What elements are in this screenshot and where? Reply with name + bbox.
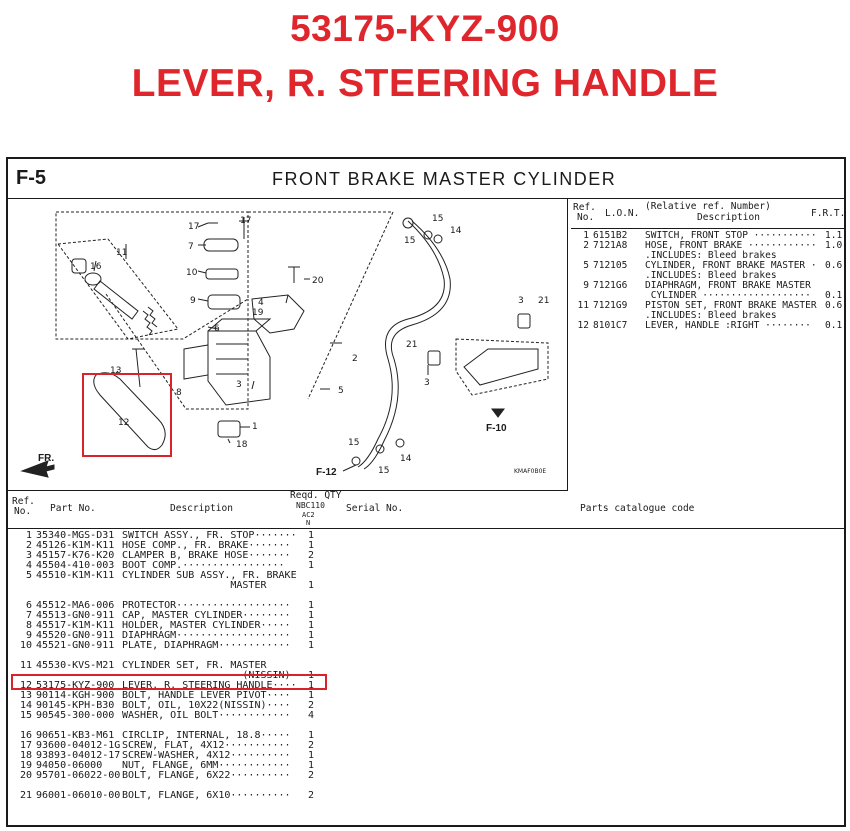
part-cell-ref: 7 <box>25 610 32 621</box>
ref-row <box>571 321 844 331</box>
callout-12: 12 <box>118 418 130 428</box>
part-cell-qty: 1 <box>308 690 315 701</box>
part-cell-ref: 4 <box>25 560 32 571</box>
ref-cell-ref: 9 <box>583 280 589 291</box>
part-cell-part: 45157-K76-K20 <box>36 550 115 561</box>
diagram-image-code: KMAF0B0E <box>514 468 547 475</box>
callout-9: 9 <box>190 296 196 306</box>
part-cell-qty: 1 <box>308 630 315 641</box>
callout-21a: 21 <box>538 296 550 306</box>
headline-part-name: LEVER, R. STEERING HANDLE <box>131 62 719 105</box>
part-cell-ref: 2 <box>25 540 32 551</box>
ref-header-rel: (Relative ref. Number) <box>645 201 771 212</box>
callout-7: 7 <box>188 242 194 252</box>
part-cell-part: 45521-GN0-911 <box>36 640 115 651</box>
callout-3b: 3 <box>518 296 524 306</box>
parts-header-qty: Reqd. QTY <box>290 490 342 501</box>
part-cell-desc: BOLT, OIL, 10X22(NISSIN)···· <box>122 700 291 711</box>
ref-cell-desc: HOSE, FRONT BRAKE ············ <box>645 240 817 251</box>
part-cell-desc: CAP, MASTER CYLINDER········ <box>122 610 291 621</box>
part-cell-part: 35340-MGS-D31 <box>36 530 115 541</box>
ref-cell-frt: 0.1 <box>825 320 843 331</box>
callout-17b: 17 <box>240 216 252 226</box>
parts-table-header <box>8 491 844 529</box>
ref-cell-frt: 1.0 <box>825 240 843 251</box>
ref-cell-desc: DIAPHRAGM, FRONT BRAKE MASTER <box>645 280 811 291</box>
part-cell-ref: 8 <box>25 620 32 631</box>
headline-part-number: 53175-KYZ-900 <box>290 8 560 49</box>
ref-cell-ref: 2 <box>583 240 589 251</box>
table-row <box>8 791 844 801</box>
part-cell-desc: CYLINDER SUB ASSY., FR. BRAKE <box>122 570 297 581</box>
part-cell-part: 45126-K1M-K11 <box>36 540 115 551</box>
part-cell-part: 94050-06000 <box>36 760 103 771</box>
part-cell-part: 45512-MA6-006 <box>36 600 115 611</box>
part-cell-ref: 3 <box>25 550 32 561</box>
part-cell-qty: 1 <box>308 680 315 691</box>
ref-cell-desc: .INCLUDES: Bleed brakes <box>645 310 777 321</box>
part-cell-ref: 5 <box>25 570 32 581</box>
part-cell-qty: 1 <box>308 560 315 571</box>
callout-5: 5 <box>338 386 344 396</box>
part-cell-desc: MASTER <box>122 580 267 591</box>
ref-cell-frt: 1.1 <box>825 230 843 241</box>
section-title: FRONT BRAKE MASTER CYLINDER <box>272 169 617 189</box>
part-cell-part: 93600-04012-1G <box>36 740 121 751</box>
part-cell-part: 45513-GN0-911 <box>36 610 115 621</box>
part-cell-desc: NUT, FLANGE, 6MM············ <box>122 760 291 771</box>
part-cell-ref: 17 <box>19 740 32 751</box>
callout-6: 6 <box>214 324 220 334</box>
ref-cell-frt: 0.1 <box>825 290 843 301</box>
callout-10: 10 <box>186 268 198 278</box>
part-cell-part: 96001-06010-00 <box>36 790 121 801</box>
part-cell-qty: 1 <box>308 600 315 611</box>
callout-3a: 3 <box>236 380 242 390</box>
ref-cell-desc: SWITCH, FRONT STOP ··········· <box>645 230 817 241</box>
part-cell-part: 90145-KPH-B30 <box>36 700 115 711</box>
callout-17a: 17 <box>188 222 200 232</box>
ref-cell-lon: 7121A8 <box>593 240 628 251</box>
callout-14a: 14 <box>450 226 462 236</box>
part-cell-desc: CLAMPER B, BRAKE HOSE······· <box>122 550 291 561</box>
part-cell-qty: 1 <box>308 670 315 681</box>
ref-cell-frt: 0.6 <box>825 300 843 311</box>
ref-cell-ref: 1 <box>583 230 589 241</box>
callout-19: 19 <box>252 308 264 318</box>
callout-4: 4 <box>258 298 264 308</box>
part-cell-part: 53175-KYZ-900 <box>36 680 115 691</box>
part-cell-desc: BOLT, HANDLE LEVER PIVOT···· <box>122 690 291 701</box>
table-row <box>8 771 844 781</box>
part-cell-part: 45504-410-003 <box>36 560 115 571</box>
parts-header-no: No. <box>14 506 32 517</box>
callout-18: 18 <box>236 440 248 450</box>
callout-20: 20 <box>312 276 324 286</box>
parts-header-serial: Serial No. <box>346 503 404 514</box>
ref-cell-lon: 7121G9 <box>593 300 628 311</box>
part-cell-qty: 1 <box>308 750 315 761</box>
callout-21b: 21 <box>406 340 418 350</box>
ref-f12-label: F-12 <box>316 467 337 478</box>
callout-14b: 14 <box>400 454 412 464</box>
ref-cell-ref: 11 <box>577 300 589 311</box>
fr-direction-label: FR. <box>38 453 55 464</box>
ref-header-ref: Ref. <box>573 202 596 213</box>
parts-header-part-no: Part No. <box>50 503 96 514</box>
part-cell-ref: 11 <box>19 660 32 671</box>
part-cell-qty: 1 <box>308 730 315 741</box>
callout-13: 13 <box>110 366 122 376</box>
part-cell-ref: 9 <box>25 630 32 641</box>
table-row <box>8 711 844 721</box>
part-cell-qty: 4 <box>308 710 315 721</box>
part-cell-qty: 1 <box>308 760 315 771</box>
callout-15d: 15 <box>378 466 390 476</box>
ref-cell-lon: 7121G6 <box>593 280 628 291</box>
part-cell-part: 45510-K1M-K11 <box>36 570 115 581</box>
part-cell-ref: 19 <box>19 760 32 771</box>
part-cell-desc: LEVER, R. STEERING HANDLE···· <box>122 680 297 691</box>
part-cell-ref: 14 <box>19 700 32 711</box>
part-cell-ref: 18 <box>19 750 32 761</box>
part-cell-part: 93893-04012-17 <box>36 750 121 761</box>
part-cell-ref: 1 <box>25 530 32 541</box>
callout-15b: 15 <box>404 236 416 246</box>
ref-header-desc: Description <box>697 212 760 223</box>
part-cell-qty: 1 <box>308 620 315 631</box>
ref-cell-desc: .INCLUDES: Bleed brakes <box>645 250 777 261</box>
table-row <box>8 641 844 651</box>
part-cell-ref: 21 <box>19 790 32 801</box>
part-cell-desc: BOLT, FLANGE, 6X10·········· <box>122 790 291 801</box>
part-cell-qty: 2 <box>308 740 315 751</box>
part-cell-desc: HOLDER, MASTER CYLINDER····· <box>122 620 291 631</box>
ref-cell-desc: LEVER, HANDLE :RIGHT ········ <box>645 320 811 331</box>
part-cell-qty: 2 <box>308 790 315 801</box>
part-cell-desc: DIAPHRAGM··················· <box>122 630 291 641</box>
part-cell-desc: PLATE, DIAPHRAGM············ <box>122 640 291 651</box>
callout-8: 8 <box>176 388 182 398</box>
part-cell-part: 45517-K1M-K11 <box>36 620 115 631</box>
callout-11: 11 <box>116 248 128 258</box>
callout-16: 16 <box>90 262 102 272</box>
ref-cell-lon: 8101C7 <box>593 320 628 331</box>
ref-cell-ref: 12 <box>577 320 589 331</box>
parts-header-ref: Ref. <box>12 496 35 507</box>
parts-catalogue-sheet <box>6 157 846 827</box>
lever-highlight-box <box>82 373 172 457</box>
callout-3c: 3 <box>424 378 430 388</box>
callout-15c: 15 <box>348 438 360 448</box>
table-row <box>8 581 844 591</box>
part-cell-desc: HOSE COMP., FR. BRAKE······· <box>122 540 291 551</box>
part-cell-part: 90545-300-000 <box>36 710 115 721</box>
part-cell-ref: 6 <box>25 600 32 611</box>
part-cell-desc: SCREW, FLAT, 4X12··········· <box>122 740 291 751</box>
parts-header-description: Description <box>170 503 233 514</box>
part-cell-part: 90114-KGH-900 <box>36 690 115 701</box>
callout-15a: 15 <box>432 214 444 224</box>
ref-header-lon: L.O.N. <box>605 208 640 219</box>
part-cell-qty: 2 <box>308 550 315 561</box>
part-cell-qty: 1 <box>308 540 315 551</box>
ref-cell-desc: PISTON SET, FRONT BRAKE MASTER <box>645 300 817 311</box>
part-cell-desc: (NISSIN) <box>122 670 291 681</box>
ref-header-no: No. <box>577 212 595 223</box>
part-cell-part: 45530-KVS-M21 <box>36 660 115 671</box>
ref-cell-lon: 712105 <box>593 260 628 271</box>
parts-header-area: N <box>306 519 311 527</box>
ref-cell-desc: .INCLUDES: Bleed brakes <box>645 270 777 281</box>
callout-2: 2 <box>352 354 358 364</box>
section-header <box>8 159 844 199</box>
part-cell-ref: 12 <box>19 680 32 691</box>
part-cell-ref: 16 <box>19 730 32 741</box>
part-cell-desc: SCREW-WASHER, 4X12·········· <box>122 750 291 761</box>
section-code: F-5 <box>16 167 46 189</box>
part-cell-desc: CYLINDER SET, FR. MASTER <box>122 660 267 671</box>
parts-header-type: AC2 <box>302 511 315 519</box>
part-cell-qty: 2 <box>308 770 315 781</box>
part-cell-part: 95701-06022-00 <box>36 770 121 781</box>
ref-cell-frt: 0.6 <box>825 260 843 271</box>
part-cell-desc: WASHER, OIL BOLT············ <box>122 710 291 721</box>
part-cell-part: 90651-KB3-M61 <box>36 730 115 741</box>
part-cell-desc: PROTECTOR··················· <box>122 600 291 611</box>
part-cell-ref: 20 <box>19 770 32 781</box>
ref-cell-ref: 5 <box>583 260 589 271</box>
parts-header-catalogue: Parts catalogue code <box>580 503 695 514</box>
parts-header-model: NBC110 <box>296 501 325 510</box>
ref-cell-desc: CYLINDER, FRONT BRAKE MASTER · <box>645 260 817 271</box>
part-cell-desc: CIRCLIP, INTERNAL, 18.8····· <box>122 730 291 741</box>
part-cell-ref: 13 <box>19 690 32 701</box>
part-cell-qty: 1 <box>308 530 315 541</box>
callout-1: 1 <box>252 422 258 432</box>
part-cell-qty: 1 <box>308 580 315 591</box>
ref-f10-label: F-10 <box>486 423 507 434</box>
part-cell-qty: 2 <box>308 700 315 711</box>
ref-table-header <box>571 201 844 229</box>
part-cell-ref: 15 <box>19 710 32 721</box>
part-cell-part: 45520-GN0-911 <box>36 630 115 641</box>
part-cell-ref: 10 <box>19 640 32 651</box>
part-cell-qty: 1 <box>308 610 315 621</box>
ref-header-frt: F.R.T. <box>811 208 846 219</box>
part-cell-desc: BOLT, FLANGE, 6X22·········· <box>122 770 291 781</box>
row-12-highlight-box <box>11 674 327 690</box>
part-cell-qty: 1 <box>308 640 315 651</box>
ref-table-body <box>571 231 844 331</box>
exploded-diagram <box>8 199 568 491</box>
part-cell-desc: SWITCH ASSY., FR. STOP······· <box>122 530 297 541</box>
ref-cell-desc: CYLINDER ··················· <box>645 290 811 301</box>
ref-cell-lon: 6151B2 <box>593 230 628 241</box>
part-cell-desc: BOOT COMP.················· <box>122 560 285 571</box>
